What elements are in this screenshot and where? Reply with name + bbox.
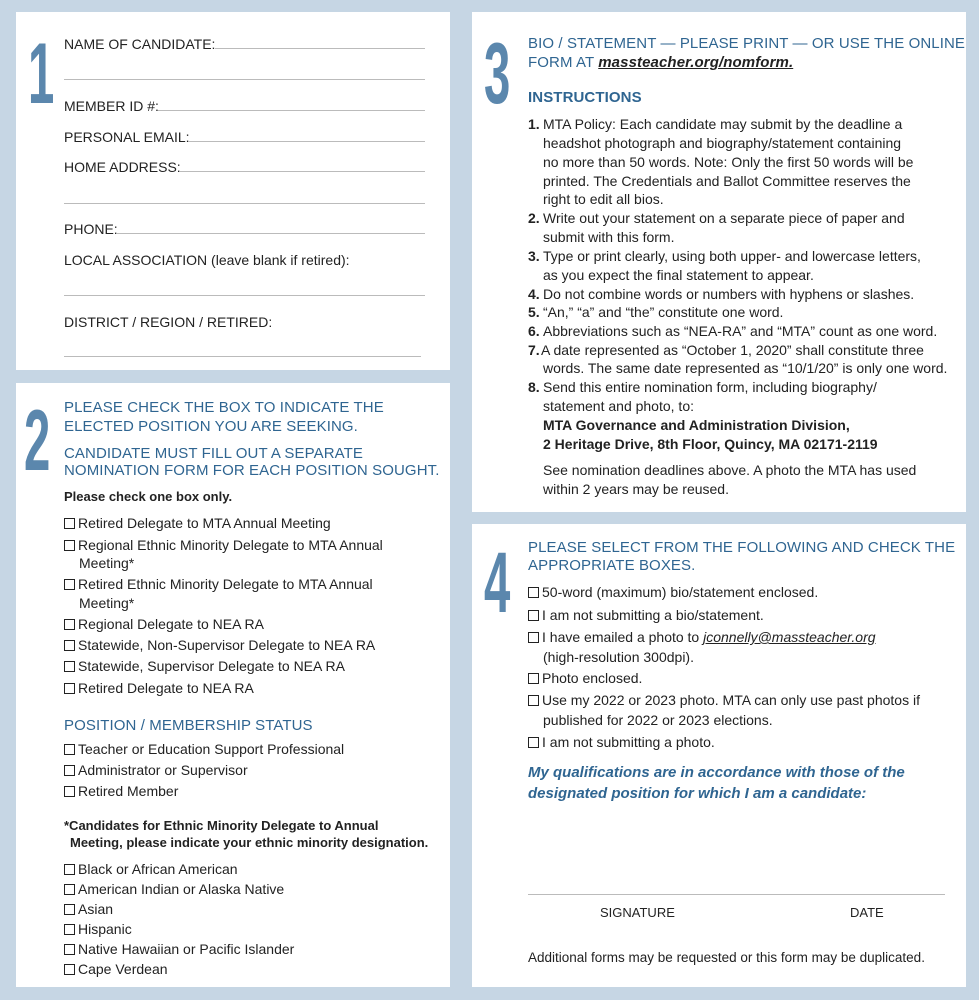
checkbox[interactable]	[64, 744, 75, 755]
checkbox[interactable]	[64, 964, 75, 975]
label: Cape Verdean	[78, 961, 168, 977]
label: Retired Delegate to MTA Annual Meeting	[78, 515, 331, 531]
instruction-number: 1.	[528, 116, 540, 132]
checkbox[interactable]	[528, 737, 539, 748]
instruction-text: Write out your statement on a separate piece of paper and	[543, 210, 905, 226]
deadline-note: See nomination deadlines above. A photo the MTA has used	[543, 462, 917, 478]
label: Photo enclosed.	[542, 670, 643, 686]
instruction-number: 4.	[528, 286, 540, 302]
name-field[interactable]	[215, 48, 425, 49]
heading: PLEASE CHECK THE BOX TO INDICATE THE	[64, 399, 384, 416]
checkbox-ethnic[interactable]	[64, 860, 238, 878]
ethnic-note: *Candidates for Ethnic Minority Delegate to Annual	[64, 818, 379, 833]
checkbox-option[interactable]	[528, 583, 818, 601]
local-label: LOCAL ASSOCIATION (leave blank if retired):	[64, 252, 350, 268]
label: Regional Delegate to NEA RA	[78, 616, 264, 632]
instruction-text: Send this entire nomination form, including biography/	[543, 379, 877, 395]
address: MTA Governance and Administration Division,	[543, 417, 850, 433]
checkbox-position[interactable]	[64, 636, 375, 654]
heading: PLEASE SELECT FROM THE FOLLOWING AND CHECK THE	[528, 539, 956, 556]
checkbox-option[interactable]	[528, 669, 642, 687]
instruction-number: 3.	[528, 248, 540, 264]
checkbox-status[interactable]	[64, 761, 248, 779]
checkbox-ethnic[interactable]	[64, 920, 132, 938]
heading-text: FORM AT	[528, 54, 599, 71]
checkbox[interactable]	[64, 540, 75, 551]
checkbox[interactable]	[64, 944, 75, 955]
label-cont: published for 2022 or 2023 elections.	[543, 712, 773, 728]
qualifications: My qualifications are in accordance with those of the	[528, 764, 905, 781]
checkbox[interactable]	[528, 695, 539, 706]
checkbox[interactable]	[64, 518, 75, 529]
checkbox[interactable]	[64, 765, 75, 776]
checkbox-ethnic[interactable]	[64, 960, 168, 978]
instruction-text: “An,” “a” and “the” constitute one word.	[543, 304, 784, 320]
instruction-text: A date represented as “October 1, 2020” shall constitute three	[541, 342, 924, 358]
instruction-text: submit with this form.	[543, 229, 675, 245]
checkbox[interactable]	[64, 619, 75, 630]
label: Native Hawaiian or Pacific Islander	[78, 941, 295, 957]
qualifications: designated position for which I am a candidate:	[528, 785, 867, 802]
checkbox-option[interactable]	[528, 733, 715, 751]
signature-label: SIGNATURE	[600, 905, 675, 920]
signature-field[interactable]	[528, 894, 945, 895]
district-label: DISTRICT / REGION / RETIRED:	[64, 314, 273, 330]
instruction-text: printed. The Credentials and Ballot Committee reserves the	[543, 173, 911, 189]
section-number: 1	[28, 26, 55, 122]
instruction-text: headshot photograph and biography/statement containing	[543, 135, 902, 151]
heading: BIO / STATEMENT — PLEASE PRINT — OR USE THE ONLINE	[528, 35, 966, 52]
checkbox-option[interactable]	[528, 628, 876, 646]
address-label: HOME ADDRESS:	[64, 159, 181, 175]
checkbox[interactable]	[64, 661, 75, 672]
online-form-link[interactable]: massteacher.org/nomform.	[598, 54, 794, 71]
checkbox-ethnic[interactable]	[64, 900, 113, 918]
checkbox-position[interactable]	[64, 514, 331, 532]
instructions-heading: INSTRUCTIONS	[528, 89, 642, 106]
label: Regional Ethnic Minority Delegate to MTA Annual	[78, 537, 383, 553]
checkbox[interactable]	[528, 632, 539, 643]
instruction-text: as you expect the final statement to appear.	[543, 267, 814, 283]
name-field-line2[interactable]	[64, 79, 425, 80]
checkbox[interactable]	[528, 587, 539, 598]
check-one-note: Please check one box only.	[64, 489, 233, 504]
checkbox-position[interactable]	[64, 615, 264, 633]
label: Use my 2022 or 2023 photo. MTA can only use past photos if	[542, 692, 920, 708]
label: Retired Ethnic Minority Delegate to MTA Annual	[78, 576, 373, 592]
email-label: PERSONAL EMAIL:	[64, 129, 190, 145]
checkbox-status[interactable]	[64, 740, 344, 758]
checkbox[interactable]	[64, 924, 75, 935]
checkbox[interactable]	[64, 640, 75, 651]
heading: APPROPRIATE BOXES.	[528, 557, 696, 574]
phone-field[interactable]	[117, 233, 425, 234]
checkbox-position[interactable]	[64, 679, 254, 697]
checkbox-ethnic[interactable]	[64, 880, 284, 898]
label: Black or African American	[78, 861, 238, 877]
label: I am not submitting a photo.	[542, 734, 715, 750]
district-field[interactable]	[64, 356, 421, 357]
email-link[interactable]: jconnelly@massteacher.org	[703, 629, 876, 645]
address-field[interactable]	[180, 171, 425, 172]
label: 50-word (maximum) bio/statement enclosed.	[542, 584, 819, 600]
member-id-label: MEMBER ID #:	[64, 98, 159, 114]
date-label: DATE	[850, 905, 884, 920]
section-number: 4	[484, 535, 511, 631]
instruction-number: 7.	[528, 342, 540, 358]
label: Statewide, Supervisor Delegate to NEA RA	[78, 658, 345, 674]
email-field[interactable]	[188, 141, 425, 142]
instruction-number: 6.	[528, 323, 540, 339]
address-field-line2[interactable]	[64, 203, 425, 204]
checkbox-ethnic[interactable]	[64, 940, 294, 958]
checkbox[interactable]	[64, 786, 75, 797]
instruction-text: Abbreviations such as “NEA-RA” and “MTA” count as one word.	[543, 323, 938, 339]
instruction-text: Type or print clearly, using both upper- and lowercase letters,	[543, 248, 921, 264]
checkbox[interactable]	[528, 673, 539, 684]
label-cont: Meeting*	[79, 555, 135, 571]
heading: ELECTED POSITION YOU ARE SEEKING.	[64, 418, 358, 435]
checkbox[interactable]	[64, 904, 75, 915]
instruction-number: 2.	[528, 210, 540, 226]
instruction-text: words. The same date represented as “10/1/20” is only one word.	[543, 360, 948, 376]
member-id-field[interactable]	[158, 110, 425, 111]
heading: CANDIDATE MUST FILL OUT A SEPARATE	[64, 445, 364, 462]
checkbox-position[interactable]	[64, 575, 373, 593]
instruction-number: 5.	[528, 304, 540, 320]
local-field[interactable]	[64, 295, 425, 296]
label: Teacher or Education Support Professional	[78, 741, 345, 757]
status-heading: POSITION / MEMBERSHIP STATUS	[64, 717, 313, 734]
label: Retired Member	[78, 783, 179, 799]
checkbox[interactable]	[64, 683, 75, 694]
label-cont: (high-resolution 300dpi).	[543, 649, 694, 665]
instruction-text: MTA Policy: Each candidate may submit by the deadline a	[543, 116, 903, 132]
instruction-text: no more than 50 words. Note: Only the first 50 words will be	[543, 154, 914, 170]
phone-label: PHONE:	[64, 221, 118, 237]
label: I have emailed a photo to	[542, 629, 704, 645]
section-number: 3	[484, 26, 511, 122]
label: Retired Delegate to NEA RA	[78, 680, 254, 696]
address: 2 Heritage Drive, 8th Floor, Quincy, MA 02171-2119	[543, 436, 878, 452]
name-label: NAME OF CANDIDATE:	[64, 36, 216, 52]
deadline-note: within 2 years may be reused.	[543, 481, 729, 497]
label-cont: Meeting*	[79, 595, 135, 611]
checkbox-option[interactable]	[528, 606, 764, 624]
instruction-text: statement and photo, to:	[543, 398, 694, 414]
ethnic-note: Meeting, please indicate your ethnic minority designation.	[70, 835, 429, 850]
heading	[528, 54, 793, 72]
instruction-text: Do not combine words or numbers with hyphens or slashes.	[543, 286, 915, 302]
checkbox-position[interactable]	[64, 657, 345, 675]
label: Administrator or Supervisor	[78, 762, 248, 778]
label: I am not submitting a bio/statement.	[542, 607, 764, 623]
footer-note: Additional forms may be requested or this form may be duplicated.	[528, 950, 925, 965]
checkbox[interactable]	[64, 884, 75, 895]
heading: NOMINATION FORM FOR EACH POSITION SOUGHT.	[64, 462, 440, 479]
checkbox-status[interactable]	[64, 782, 178, 800]
checkbox[interactable]	[64, 579, 75, 590]
section-number: 2	[24, 393, 51, 489]
checkbox-option[interactable]	[528, 691, 920, 709]
checkbox[interactable]	[528, 610, 539, 621]
instruction-text: right to edit all bios.	[543, 191, 664, 207]
instruction-number: 8.	[528, 379, 540, 395]
label: Hispanic	[78, 921, 132, 937]
label: American Indian or Alaska Native	[78, 881, 285, 897]
label: Asian	[78, 901, 114, 917]
label: Statewide, Non-Supervisor Delegate to NEA RA	[78, 637, 376, 653]
checkbox[interactable]	[64, 864, 75, 875]
checkbox-position[interactable]	[64, 536, 383, 554]
